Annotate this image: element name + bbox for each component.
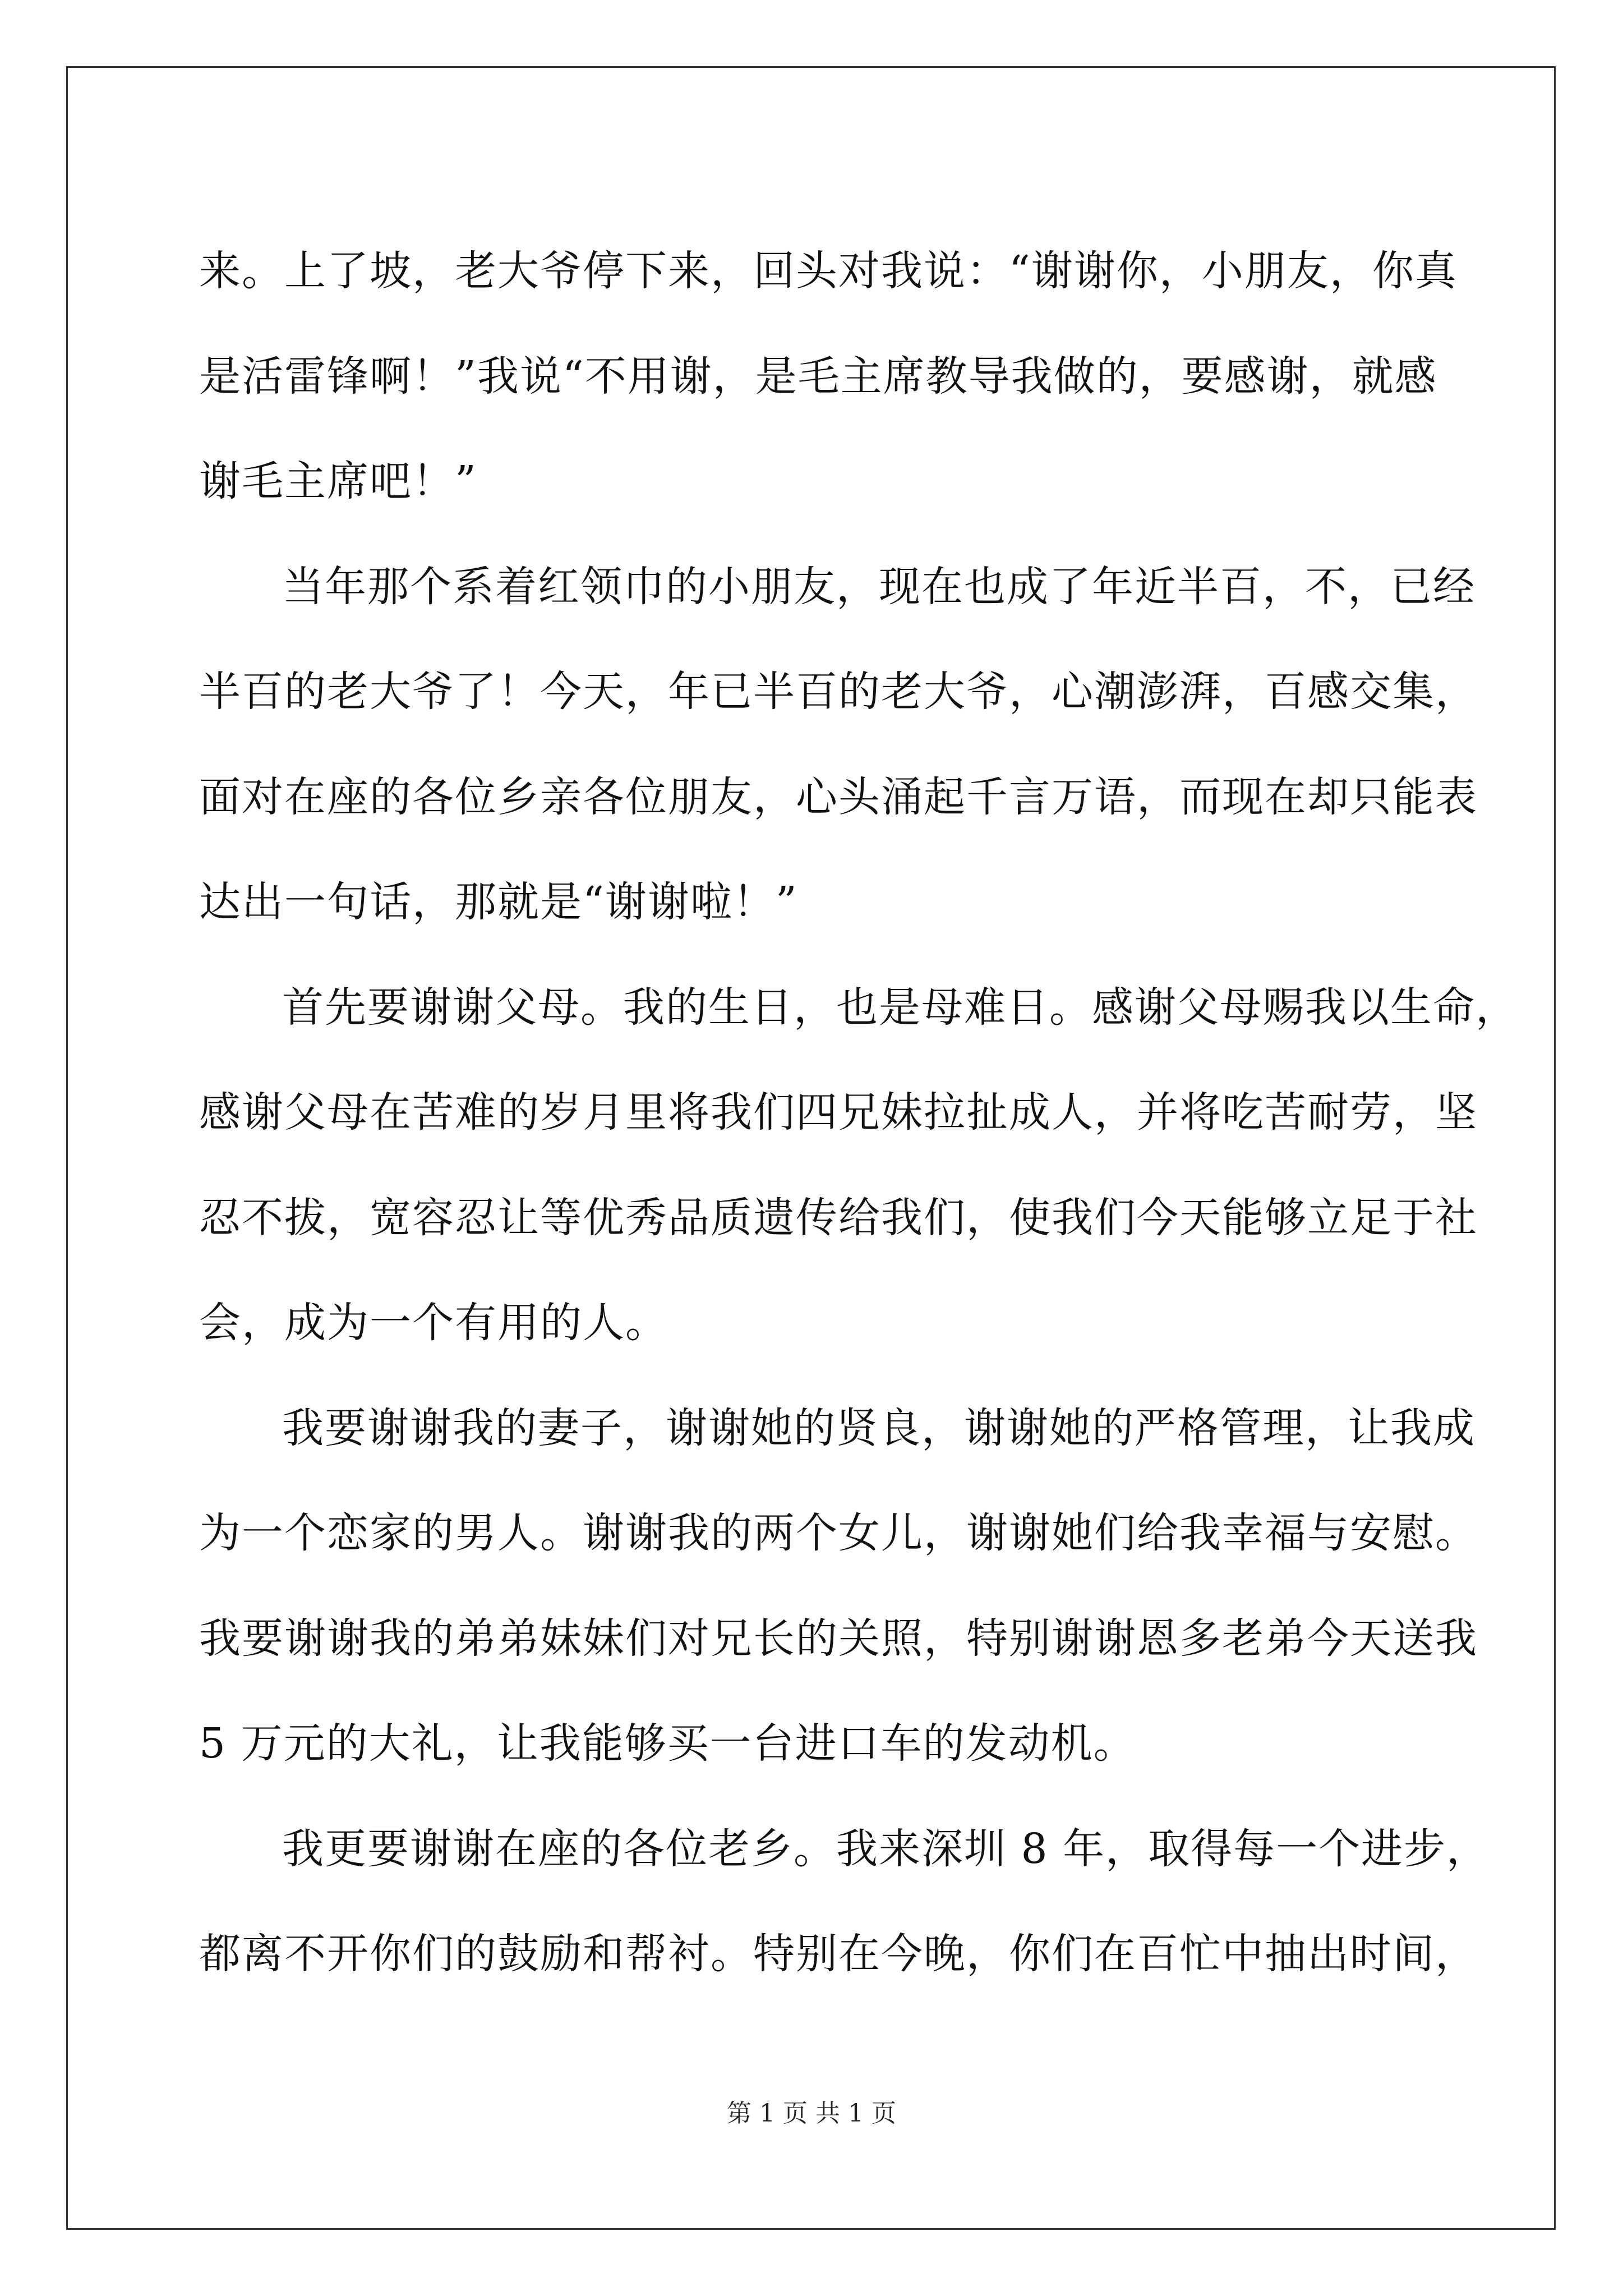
document-body bbox=[199, 219, 1518, 2007]
paragraph bbox=[199, 1797, 1490, 2007]
text-line: 来。上了坡，老大爷停下来，回头对我说：“谢谢你，小朋友，你真 bbox=[199, 247, 1458, 295]
text-line: 首先要谢谢父母。我的生日，也是母难日。感谢父母赐我以生命， bbox=[282, 983, 1518, 1032]
text-line: 我更要谢谢在座的各位老乡。我来深圳 8 年，取得每一个进步， bbox=[282, 1824, 1490, 1873]
text-line: 半百的老大爷了！今天，年已半百的老大爷，心潮澎湃，百感交集， bbox=[199, 668, 1478, 716]
text-line: 面对在座的各位乡亲各位朋友，心头涌起千言万语，而现在却只能表 bbox=[199, 772, 1478, 821]
page-number-footer: 第 1 页 共 1 页 bbox=[727, 2099, 896, 2128]
text-line: 忍不拔，宽容忍让等优秀品质遗传给我们，使我们今天能够立足于社 bbox=[199, 1193, 1478, 1242]
text-line: 感谢父母在苦难的岁月里将我们四兄妹拉扯成人，并将吃苦耐劳，坚 bbox=[199, 1088, 1478, 1137]
text-line: 会，成为一个有用的人。 bbox=[199, 1299, 668, 1347]
text-line: 我要谢谢我的弟弟妹妹们对兄长的关照，特别谢谢恩多老弟今天送我 bbox=[199, 1614, 1478, 1663]
text-line: 为一个恋家的男人。谢谢我的两个女儿，谢谢她们给我幸福与安慰。 bbox=[199, 1509, 1478, 1557]
text-line: 我要谢谢我的妻子，谢谢她的贤良，谢谢她的严格管理，让我成 bbox=[282, 1404, 1476, 1452]
paragraph bbox=[199, 955, 1518, 1376]
text-line: 5 万元的大礼，让我能够买一台进口车的发动机。 bbox=[199, 1719, 1136, 1768]
paragraph bbox=[199, 219, 1458, 535]
text-line: 是活雷锋啊！”我说“不用谢，是毛主席教导我做的，要感谢，就感 bbox=[199, 352, 1437, 401]
text-line: 当年那个系着红领巾的小朋友，现在也成了年近半百，不，已经 bbox=[282, 562, 1476, 611]
paragraph bbox=[199, 1376, 1478, 1797]
text-line: 都离不开你们的鼓励和帮衬。特别在今晚，你们在百忙中抽出时间， bbox=[199, 1930, 1478, 1978]
paragraph bbox=[199, 535, 1478, 955]
text-line: 达出一句话，那就是“谢谢啦！” bbox=[199, 878, 798, 926]
text-line: 谢毛主席吧！” bbox=[199, 457, 477, 505]
